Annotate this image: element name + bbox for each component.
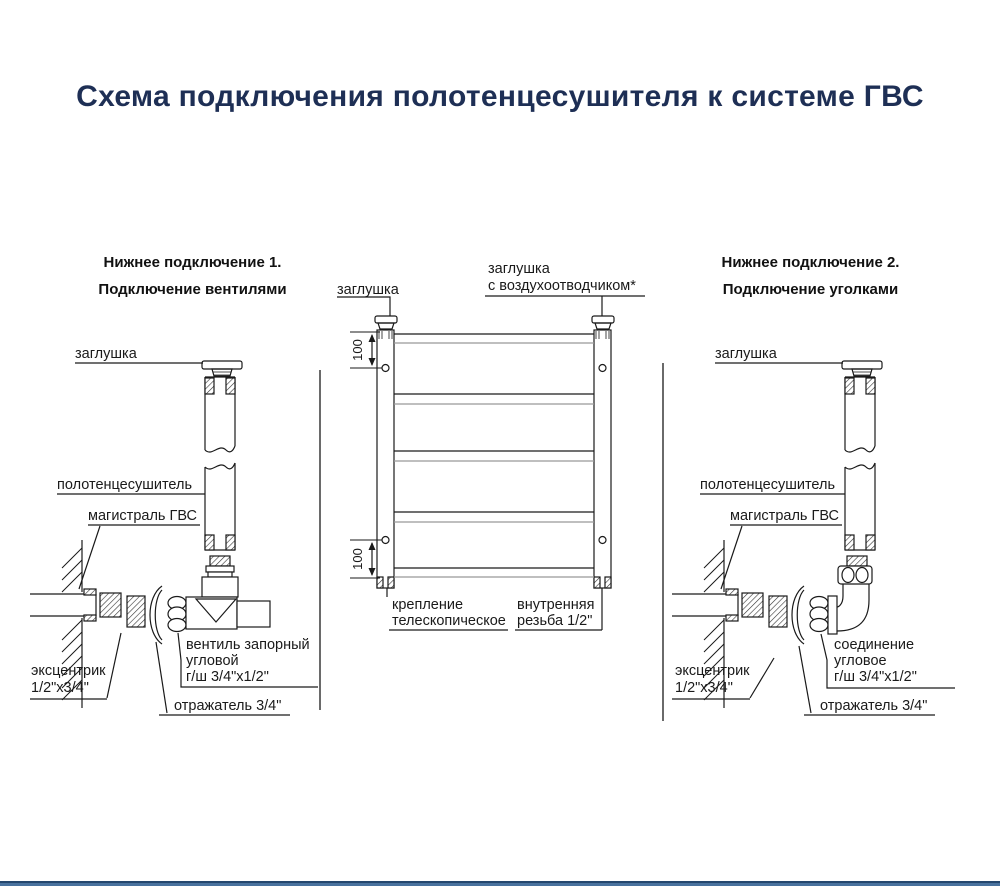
right-label-plug: заглушка	[715, 346, 777, 362]
left-header-line1: Нижнее подключение 1.	[103, 254, 282, 271]
center-label-mount-line2: телескопическое	[392, 613, 506, 629]
dimension-100-top: 100	[350, 339, 365, 361]
right-label-elbow-line1: соединение	[834, 637, 915, 653]
left-label-valve-line2: угловой	[186, 653, 239, 669]
dimension-100-bottom: 100	[350, 548, 365, 570]
right-label-eccentric-line2: 1/2"x3/4"	[675, 680, 733, 696]
left-label-reflector: отражатель 3/4"	[174, 698, 282, 714]
center-label-air-vent-plug-line1: заглушка	[488, 261, 550, 277]
left-label-hot-water-main: магистраль ГВС	[88, 508, 197, 524]
right-label-elbow-line2: угловое	[834, 653, 887, 669]
right-label-reflector: отражатель 3/4"	[820, 698, 928, 714]
center-label-thread-line1: внутренняя	[517, 597, 595, 613]
left-valve-drawing	[30, 361, 318, 715]
left-label-valve-line3: г/ш 3/4"x1/2"	[186, 669, 269, 685]
right-header-line1: Нижнее подключение 2.	[721, 254, 900, 271]
right-label-elbow-line3: г/ш 3/4"x1/2"	[834, 669, 917, 685]
center-label-air-vent-plug-line2: с воздухоотводчиком*	[488, 278, 636, 294]
center-label-thread-line2: резьба 1/2"	[517, 613, 593, 629]
right-label-towel-rail: полотенцесушитель	[700, 477, 836, 493]
left-label-eccentric-line2: 1/2"x3/4"	[31, 680, 89, 696]
center-towel-rail-drawing	[337, 296, 645, 630]
left-label-towel-rail: полотенцесушитель	[57, 477, 193, 493]
left-label-plug: заглушка	[75, 346, 137, 362]
page-title: Схема подключения полотенцесушителя к системе ГВС	[76, 80, 924, 113]
right-label-hot-water-main: магистраль ГВС	[730, 508, 839, 524]
left-header-line2: Подключение вентилями	[98, 281, 287, 298]
right-elbow-drawing	[672, 361, 955, 715]
center-label-plug: заглушка	[337, 282, 399, 298]
left-label-valve-line1: вентиль запорный	[186, 637, 310, 653]
footer-bar-blue-line	[0, 883, 1000, 886]
right-label-eccentric-line1: эксцентрик	[675, 663, 750, 679]
center-label-mount-line1: крепление	[392, 597, 464, 613]
left-label-eccentric-line1: эксцентрик	[31, 663, 106, 679]
right-header-line2: Подключение уголками	[722, 281, 899, 298]
